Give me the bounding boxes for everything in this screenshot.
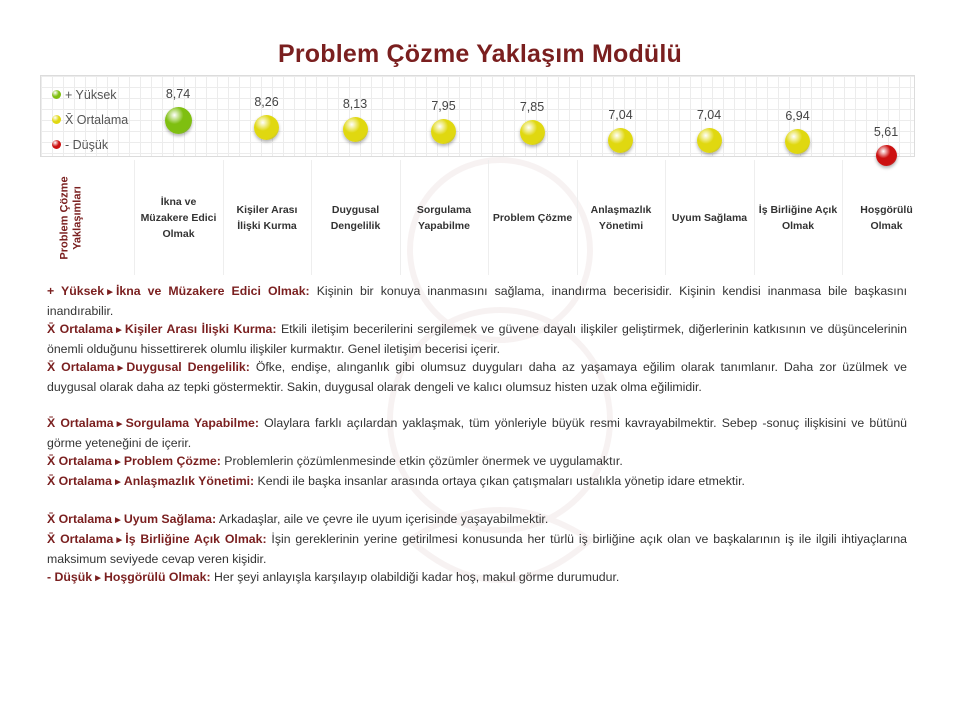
category-label-6: Anlaşmazlık Yönetimi	[577, 160, 665, 275]
description-level: + Yüksek	[47, 284, 105, 298]
descriptions	[47, 282, 907, 588]
description-text: Problemlerin çözümlenmesinde etkin çözümler önermek ve uygulamaktır.	[220, 454, 623, 468]
description-text: Olaylara farklı açılardan yaklaşmak, tüm yönleriyle büyük resmi kavrayabilmektir. Sebep -sonuç ilişkisini ve bütünü görme yeteneğini de içerir.	[47, 416, 907, 450]
data-label-1: 8,74	[165, 87, 191, 102]
data-point-6	[608, 128, 633, 153]
description-level: X̄ Ortalama	[47, 512, 112, 526]
description-3	[47, 358, 907, 396]
description-text: İşin gereklerinin yerine getirilmesi konusunda her türlü iş birliğine açık olan ve başkalarının iş ile ilgili ihtiyaçlarına maksimum seviyede cevap veren kişidir.	[47, 532, 908, 566]
row-label-line-1: Problem Çözme	[59, 175, 72, 260]
data-point-8	[785, 129, 810, 154]
arrow-right-icon: ►	[112, 515, 123, 526]
legend-label-low: - Düşük	[65, 137, 109, 152]
data-label-2: 8,26	[254, 95, 279, 110]
data-point-4	[431, 119, 456, 144]
category-label-8: İş Birliğine Açık Olmak	[754, 160, 842, 275]
description-name: Kişiler Arası İlişki Kurma:	[124, 322, 277, 336]
category-label-4: Sorgulama Yapabilme	[400, 160, 488, 275]
description-name: Uyum Sağlama:	[123, 512, 217, 526]
data-point-3	[343, 117, 368, 142]
row-label-line-2: Yaklaşımları	[72, 185, 85, 250]
description-text: Kişinin bir konuya inanmasını sağlama, inandırma becerisidir. Kişinin kendisi inanmasa bile başkasını inandırabilir.	[47, 284, 907, 318]
description-text: Öfke, endişe, alınganlık gibi olumsuz duyguları daha az yaşamaya eğilim olarak tanımlanır. Daha zor üzülmek ve duygusal olarak daha az tepki göstermektir. Sakin, duygusal olarak dengeli ve kalıcı olumsuz histen uzak olma eğilimidir.	[47, 360, 907, 394]
arrow-right-icon: ►	[93, 573, 103, 584]
description-text: Etkili iletişim becerilerini sergilemek ve güvene dayalı ilişkiler geliştirmek, diğerlerinin katkısının ve düşüncelerinin önemli olduğunu hissettirerek olumlu ilişkiler kurmaktır. Genel iletişim becerisi içerir.	[47, 322, 907, 356]
data-label-9: 5,61	[873, 125, 899, 140]
data-point-5	[520, 120, 545, 145]
arrow-right-icon: ►	[112, 457, 123, 468]
description-name: Duygusal Dengelilik:	[126, 360, 250, 374]
arrow-right-icon: ►	[113, 325, 124, 336]
description-1	[47, 282, 907, 320]
category-label-5: Problem Çözme	[488, 160, 576, 275]
chart-marks	[0, 0, 960, 160]
description-level: X̄ Ortalama	[47, 360, 115, 374]
category-row	[40, 160, 915, 275]
page-title: Problem Çözme Yaklaşım Modülü	[277, 40, 683, 68]
legend-label-mid: X̄ Ortalama	[65, 112, 129, 127]
description-name: İş Birliğine Açık Olmak:	[125, 532, 267, 546]
description-6	[47, 472, 907, 492]
data-label-5: 7,85	[519, 99, 545, 114]
description-9	[47, 568, 907, 588]
data-label-3: 8,13	[342, 96, 368, 111]
arrow-right-icon: ►	[105, 287, 115, 298]
data-label-8: 6,94	[785, 109, 810, 124]
description-2	[47, 320, 907, 358]
description-level: X̄ Ortalama	[47, 454, 112, 468]
category-label-7: Uyum Sağlama	[665, 160, 753, 275]
category-label-2: Kişiler Arası İlişki Kurma	[223, 160, 311, 275]
data-point-1	[165, 107, 192, 134]
description-name: Problem Çözme:	[123, 454, 221, 468]
category-label-9: Hoşgörülü Olmak	[842, 160, 930, 275]
legend-label-high: + Yüksek	[65, 87, 117, 102]
description-level: X̄ Ortalama	[47, 474, 112, 488]
arrow-right-icon: ►	[114, 419, 125, 430]
arrow-right-icon: ►	[115, 363, 126, 374]
data-point-2	[254, 115, 279, 140]
data-label-7: 7,04	[696, 108, 722, 123]
description-name: İkna ve Müzakere Edici Olmak:	[116, 284, 310, 298]
data-label-4: 7,95	[431, 98, 456, 113]
description-name: Anlaşmazlık Yönetimi:	[123, 474, 255, 488]
description-5	[47, 452, 907, 472]
description-level: X̄ Ortalama	[47, 416, 114, 430]
description-text: Her şeyi anlayışla karşılayıp olabildiği kadar hoş, makul görme durumudur.	[210, 570, 620, 584]
arrow-right-icon: ►	[114, 535, 125, 546]
category-label-1: İkna ve Müzakere Edici Olmak	[134, 160, 222, 275]
description-level: X̄ Ortalama	[47, 532, 114, 546]
description-name: Hoşgörülü Olmak:	[104, 570, 211, 584]
arrow-right-icon: ►	[112, 477, 123, 488]
description-text: Arkadaşlar, aile ve çevre ile uyum içerisinde yaşayabilmektir.	[216, 512, 549, 526]
category-label-3: Duygusal Dengelilik	[311, 160, 399, 275]
description-name: Sorgulama Yapabilme:	[125, 416, 259, 430]
data-point-7	[697, 128, 722, 153]
data-label-6: 7,04	[608, 108, 633, 123]
description-7	[47, 510, 907, 530]
description-level: - Düşük	[47, 570, 93, 584]
description-4	[47, 414, 907, 452]
row-label	[40, 160, 104, 275]
description-level: X̄ Ortalama	[47, 322, 113, 336]
description-8	[47, 530, 907, 568]
description-text: Kendi ile başka insanlar arasında ortaya çıkan çatışmaları ustalıkla yönetip idare etmektir.	[254, 474, 745, 488]
